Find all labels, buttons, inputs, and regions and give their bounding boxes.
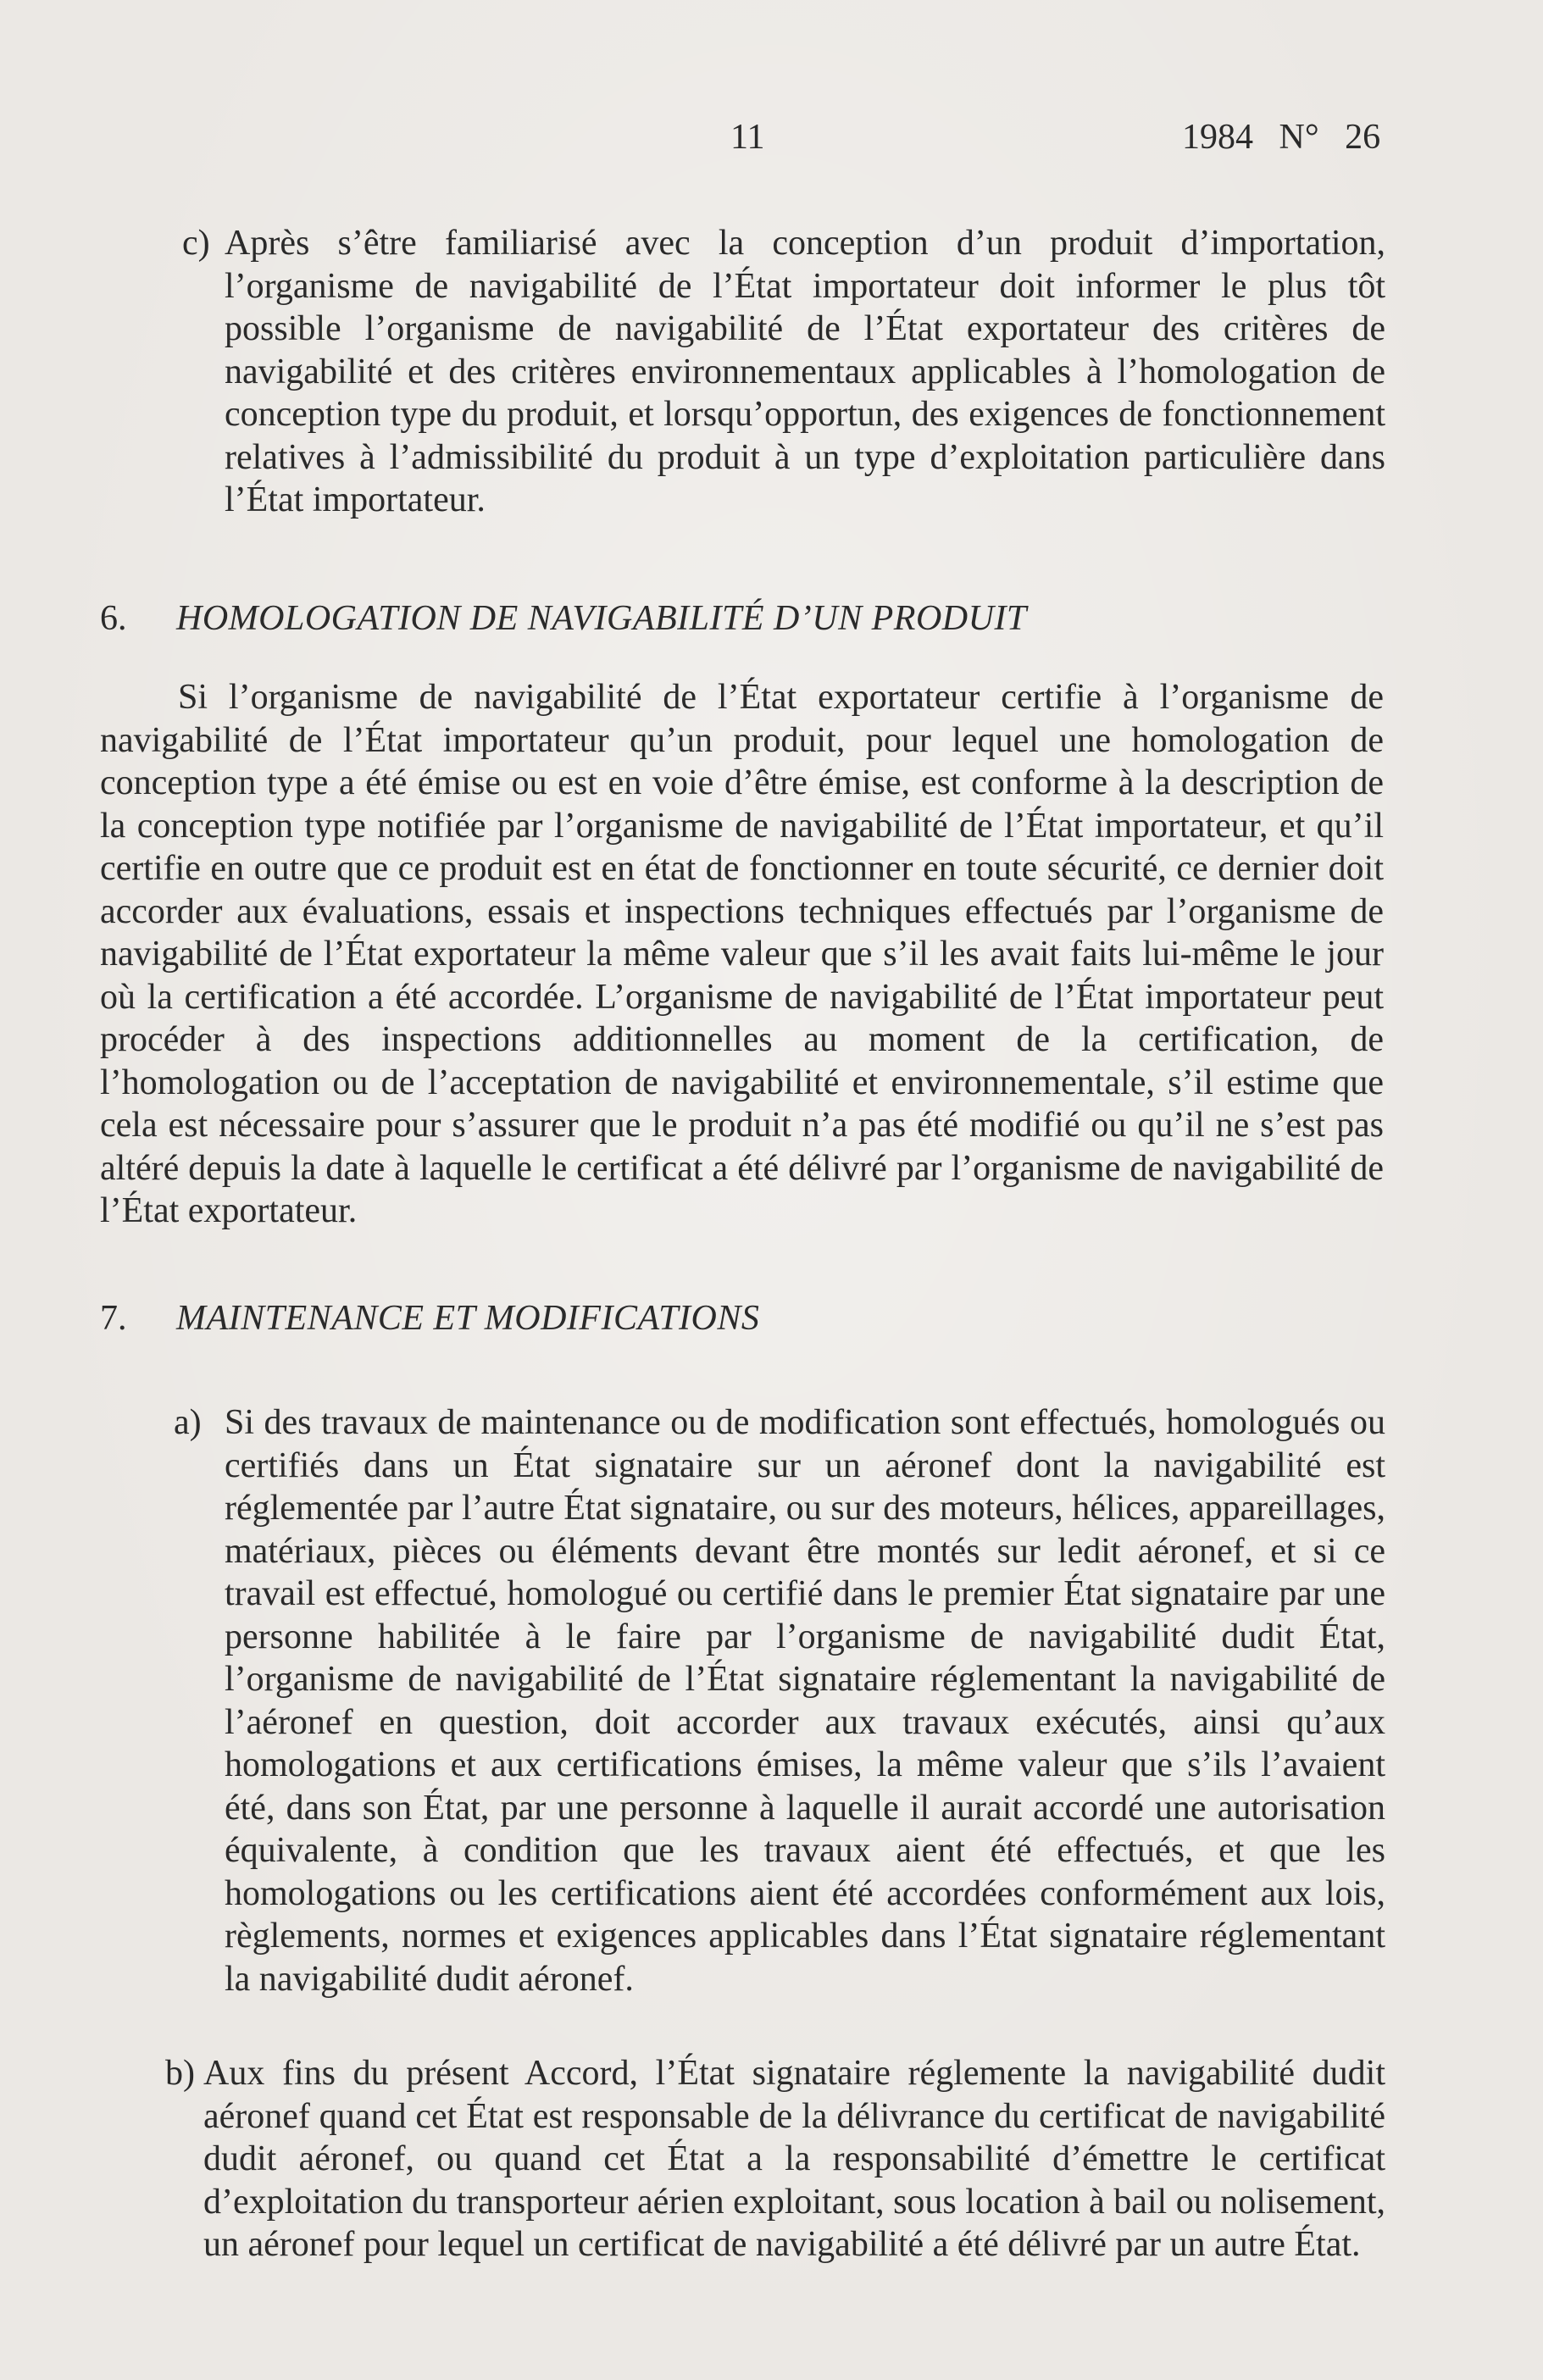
page-header bbox=[0, 117, 1543, 176]
item-c-label: c) bbox=[182, 224, 210, 263]
section-6-number: 6. bbox=[100, 599, 127, 638]
item-b-text: Aux fins du présent Accord, l’État signataire réglemente la navigabilité dudit aéronef quand cet État est responsable de la délivrance du certificat de navigabilité dudit aéronef, ou quand cet État a la responsabilité d’émettre le certificat d’exploitation du transporteur aérien exploitant, sous location à bail ou nolisement, un aéronef pour lequel un certificat de navigabilité a été délivré par un autre État. bbox=[203, 2054, 1385, 2264]
document-reference: 1984 N° 26 bbox=[1182, 118, 1381, 157]
section-6-paragraph: Si l’organisme de navigabilité de l’État exportateur certifie à l’organisme de navigabilité de l’État importateur qu’un produit, pour lequel une homologation de conception type a été émise ou est en voie d’être émise, est conforme à la description de la conception type notifiée par l’organisme de navigabilité de l’État importateur, et qu’il certifie en outre que ce produit est en état de fonctionner en toute sécurité, ce dernier doit accorder aux évaluations, essais et inspections techniques effectués par l’organisme de navigabilité de l’État exportateur la même valeur que s’il les avait faits lui-même le jour où la certification a été accordée. L’organisme de navigabilité de l’État importateur peut procéder à des inspections additionnelles au moment de la certification, de l’homologation ou de l’acceptation de navigabilité et environnementale, s’il estime que cela est nécessaire pour s’assurer que le produit n’a pas été modifié ou qu’il ne s’est pas altéré depuis la date à laquelle le certificat a été délivré par l’organisme de navigabilité de l’État exportateur. bbox=[100, 678, 1384, 1230]
section-6-heading: HOMOLOGATION DE NAVIGABILITÉ D’UN PRODUIT bbox=[176, 599, 1027, 638]
section-7-heading: MAINTENANCE ET MODIFICATIONS bbox=[176, 1299, 760, 1338]
item-a-text: Si des travaux de maintenance ou de modification sont effectués, homologués ou certifiés dans un État signataire sur un aéronef dont la navigabilité est réglementée par l’autre État signataire, ou sur des moteurs, hélices, appareillages, matériaux, pièces ou éléments devant être montés sur ledit aéronef, et si ce travail est effectué, homologué ou certifié dans le premier État signataire par une personne habilitée à le faire par l’organisme de navigabilité dudit État, l’organisme de navigabilité de l’État signataire réglementant la navigabilité de l’aéronef en question, doit accorder aux travaux exécutés, ainsi qu’aux homologations et aux certifications émises, la même valeur que s’ils l’avaient été, dans son État, par une personne à laquelle il aurait accordé une autorisation équivalente, à condition que les travaux aient été effectués, et que les homologations ou les certifications aient été accordées conformément aux lois, règlements, normes et exigences applicables dans l’État signataire réglementant la navigabilité dudit aéronef. bbox=[225, 1403, 1385, 1999]
item-a-label: a) bbox=[174, 1403, 202, 1442]
item-c-text: Après s’être familiarisé avec la conception d’un produit d’importation, l’organisme de navigabilité de l’État importateur doit informer le plus tôt possible l’organisme de navigabilité de l’État exportateur des critères de navigabilité et des critères environnementaux applicables à l’homologation de conception type du produit, et lorsqu’opportun, des exigences de fonctionnement relatives à l’admissibilité du produit à un type d’exploitation particulière dans l’État importateur. bbox=[225, 224, 1385, 519]
item-b-label: b) bbox=[165, 2054, 195, 2093]
page-number: 11 bbox=[730, 118, 765, 157]
section-7-number: 7. bbox=[100, 1299, 127, 1338]
